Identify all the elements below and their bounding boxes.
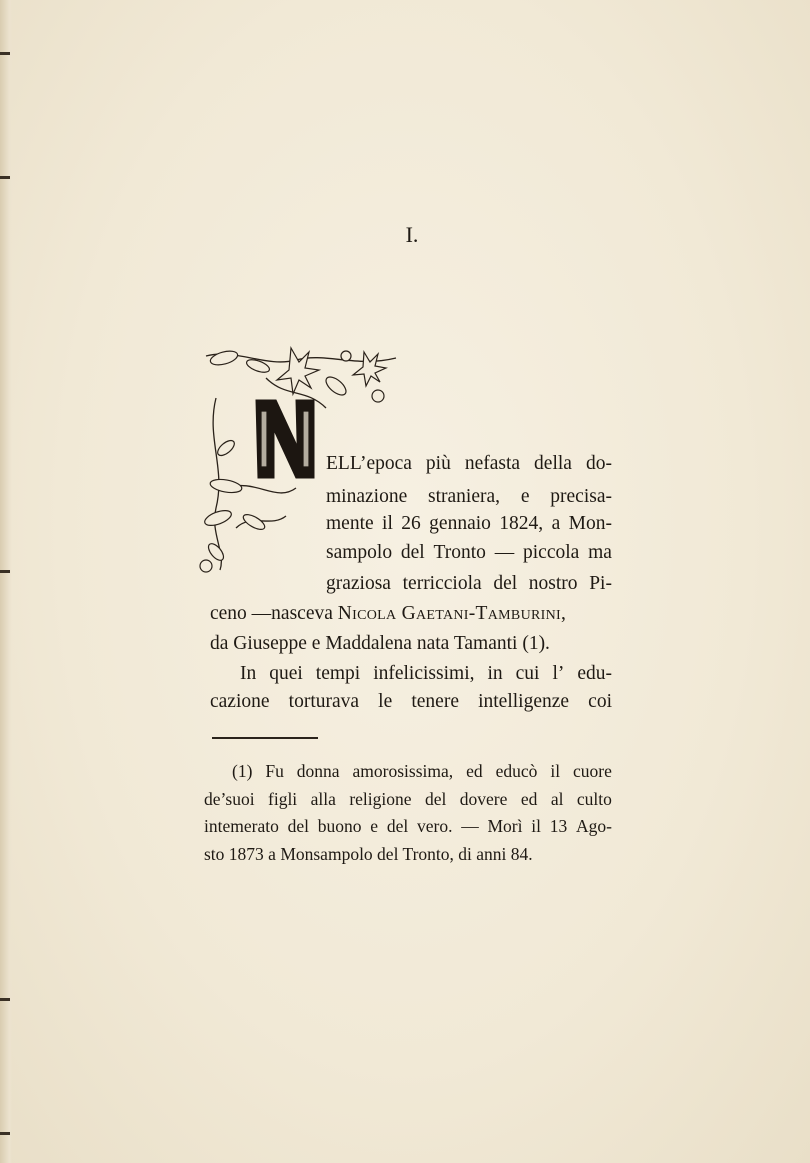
line-text: sto 1873 a Monsampolo del Tronto, di anni 84. (204, 844, 533, 864)
word: gennaio (429, 513, 491, 534)
word: torturava (288, 691, 360, 712)
word: del (400, 542, 425, 563)
paragraph-line (326, 512, 612, 536)
word: terricciola (402, 573, 482, 594)
word: straniera, (428, 486, 501, 507)
word: infelicissimi, (373, 663, 475, 684)
word: piccola (523, 542, 580, 563)
word: 13 (549, 816, 568, 836)
footnote-line (204, 843, 533, 865)
word: figli (268, 789, 298, 809)
paragraph-line (240, 662, 612, 686)
word: sampolo (326, 542, 393, 563)
word: nostro (528, 573, 578, 594)
word: Morì (487, 816, 523, 836)
paragraph-line (326, 541, 612, 565)
word: del (287, 816, 309, 836)
word: graziosa (326, 573, 391, 594)
word: a (551, 513, 561, 534)
footnote-line (204, 815, 612, 837)
word: ELL’epoca (326, 453, 412, 474)
word: ma (588, 542, 612, 563)
word: — (494, 542, 515, 563)
word: tenere (411, 691, 459, 712)
word: minazione (326, 486, 408, 507)
word: cuore (573, 761, 612, 781)
word: 1824, (499, 513, 544, 534)
word: religione (349, 789, 412, 809)
word: edu- (577, 663, 612, 684)
word: Tronto (433, 542, 486, 563)
word: in (487, 663, 503, 684)
word: Mon- (568, 513, 612, 534)
word: do- (585, 453, 612, 474)
word: Fu (265, 761, 284, 781)
word: e (520, 486, 530, 507)
person-name: Nicola Gaetani-Tamburini, (337, 603, 567, 624)
footnote-line (232, 760, 612, 782)
word: della (534, 453, 572, 474)
word: l’ (552, 663, 565, 684)
paragraph-line (210, 602, 612, 626)
word: culto (576, 789, 612, 809)
word: più (425, 453, 451, 474)
binding-mark (0, 570, 10, 573)
word: ed (466, 761, 483, 781)
word: cui (515, 663, 540, 684)
word: In (240, 663, 257, 684)
word: mente (326, 513, 374, 534)
word: tempi (315, 663, 361, 684)
word: e (370, 816, 379, 836)
word: buono (317, 816, 362, 836)
paragraph-line (326, 572, 612, 596)
word: le (378, 691, 393, 712)
line-text: da Giuseppe e Maddalena nata Tamanti (1). (210, 633, 550, 654)
word: il (531, 816, 541, 836)
word: amorosissima, (352, 761, 454, 781)
chapter-number: I. (405, 222, 419, 247)
page-gutter (0, 0, 12, 1163)
word: de’suoi (204, 789, 255, 809)
word: del (493, 573, 518, 594)
word: ed (520, 789, 538, 809)
word: vero. (416, 816, 453, 836)
word: — (461, 816, 479, 836)
word: (1) (232, 761, 253, 781)
word: coi (588, 691, 612, 712)
word: donna (296, 761, 340, 781)
word: 26 (401, 513, 421, 534)
word: del (386, 816, 409, 836)
paragraph-line (326, 485, 612, 509)
footnote-divider (212, 737, 318, 739)
line-text: ceno —nasceva (210, 603, 338, 624)
word: del (424, 789, 447, 809)
word: al (550, 789, 564, 809)
word: educò (495, 761, 538, 781)
paragraph-line (326, 452, 612, 476)
word: nefasta (464, 453, 521, 474)
binding-mark (0, 176, 10, 179)
word: alla (310, 789, 336, 809)
word: intelligenze (478, 691, 570, 712)
word: dovere (459, 789, 508, 809)
word: Ago- (576, 816, 612, 836)
word: cazione (210, 691, 270, 712)
paragraph-line (210, 690, 612, 714)
binding-mark (0, 998, 10, 1001)
word: il (382, 513, 393, 534)
paragraph-line (210, 632, 550, 656)
footnote-line (204, 788, 612, 810)
word: Pi- (589, 573, 612, 594)
word: intemerato (204, 816, 279, 836)
binding-mark (0, 52, 10, 55)
binding-mark (0, 1132, 10, 1135)
word: il (550, 761, 561, 781)
word: precisa- (550, 486, 612, 507)
word: quei (269, 663, 303, 684)
